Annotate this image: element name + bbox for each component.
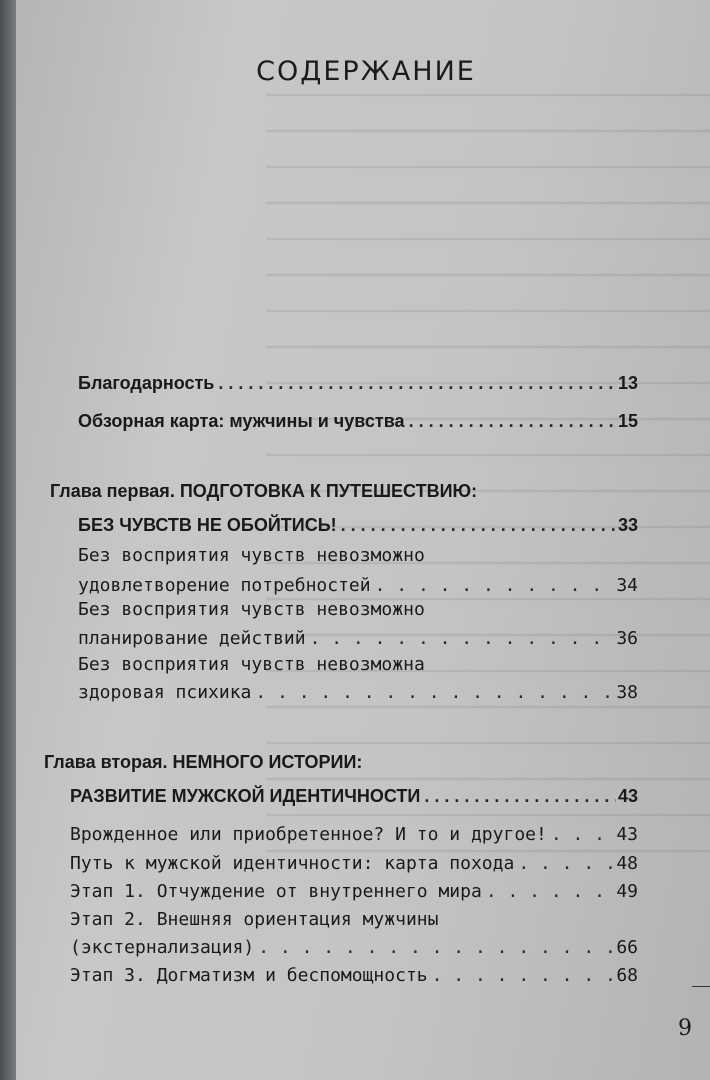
toc-entry-page: 43 [616, 824, 638, 845]
toc-entry-text: БЕЗ ЧУВСТВ НЕ ОБОЙТИСЬ! [78, 515, 337, 535]
toc-entry-text: Путь к мужской идентичности: карта похода [70, 853, 515, 874]
chapter1-item3-line1: Без восприятия чувств невозможна [78, 654, 425, 675]
chapter1-heading-line1: Глава первая. ПОДГОТОВКА К ПУТЕШЕСТВИЮ: [50, 481, 478, 501]
margin-rule [692, 986, 710, 987]
leader-dots [551, 824, 614, 845]
chapter1-item3 [78, 682, 638, 703]
page-title: СОДЕРЖАНИЕ [256, 56, 476, 87]
toc-entry-page: 48 [616, 853, 638, 874]
leader-dots [218, 373, 616, 394]
toc-entry-text: Обзорная карта: мужчины и чувства [78, 411, 405, 431]
toc-entry-page: 68 [616, 965, 638, 986]
toc-entry-overview-map [78, 411, 638, 432]
toc-entry-text: планирование действий [78, 628, 306, 649]
chapter2-item5 [70, 965, 638, 986]
toc-entry-page: 33 [617, 515, 638, 535]
toc-entry-text: Благодарность [78, 373, 215, 393]
chapter1-item1 [78, 575, 638, 596]
chapter2-item2 [70, 853, 638, 874]
toc-entry-text: Этап 1. Отчуждение от внутреннего мира [70, 881, 482, 902]
toc-entry-page: 66 [616, 937, 638, 958]
leader-dots [518, 853, 614, 874]
toc-entry-acknowledgements [78, 373, 638, 394]
leader-dots [341, 515, 616, 536]
toc-entry-page: 49 [616, 881, 638, 902]
chapter1-item2 [78, 628, 638, 649]
page-number: 9 [678, 1016, 692, 1041]
leader-dots [424, 786, 616, 807]
chapter1-heading-line2 [78, 515, 638, 536]
toc-entry-page: 13 [617, 373, 638, 393]
chapter2-item1 [70, 824, 638, 845]
toc-entry-page: 36 [616, 628, 638, 649]
toc-entry-text: Этап 3. Догматизм и беспомощность [70, 965, 428, 986]
book-page [16, 0, 710, 1080]
toc-entry-text: (экстернализация) [70, 937, 255, 958]
leader-dots [409, 411, 616, 432]
toc-entry-page: 15 [617, 411, 638, 431]
leader-dots [375, 575, 615, 596]
chapter1-item2-line1: Без восприятия чувств невозможно [78, 599, 425, 620]
chapter2-item4 [70, 937, 638, 958]
leader-dots [255, 682, 614, 703]
leader-dots [432, 965, 615, 986]
toc-entry-text: здоровая психика [78, 682, 252, 703]
leader-dots [310, 628, 615, 649]
book-gutter [0, 0, 16, 1080]
chapter2-heading-line2 [70, 786, 638, 807]
leader-dots [258, 937, 614, 958]
chapter2-item4-line1: Этап 2. Внешняя ориентация мужчины [70, 909, 439, 930]
toc-entry-text: удовлетворение потребностей [78, 575, 371, 596]
toc-entry-text: РАЗВИТИЕ МУЖСКОЙ ИДЕНТИЧНОСТИ [70, 786, 421, 806]
chapter2-heading-line1: Глава вторая. НЕМНОГО ИСТОРИИ: [44, 752, 363, 772]
toc-entry-page: 43 [617, 786, 638, 806]
chapter1-item1-line1: Без восприятия чувств невозможно [78, 545, 425, 566]
leader-dots [486, 881, 615, 902]
toc-entry-page: 34 [616, 575, 638, 596]
toc-entry-text: Врожденное или приобретенное? И то и другое! [70, 824, 547, 845]
toc-entry-page: 38 [616, 682, 638, 703]
chapter2-item3 [70, 881, 638, 902]
